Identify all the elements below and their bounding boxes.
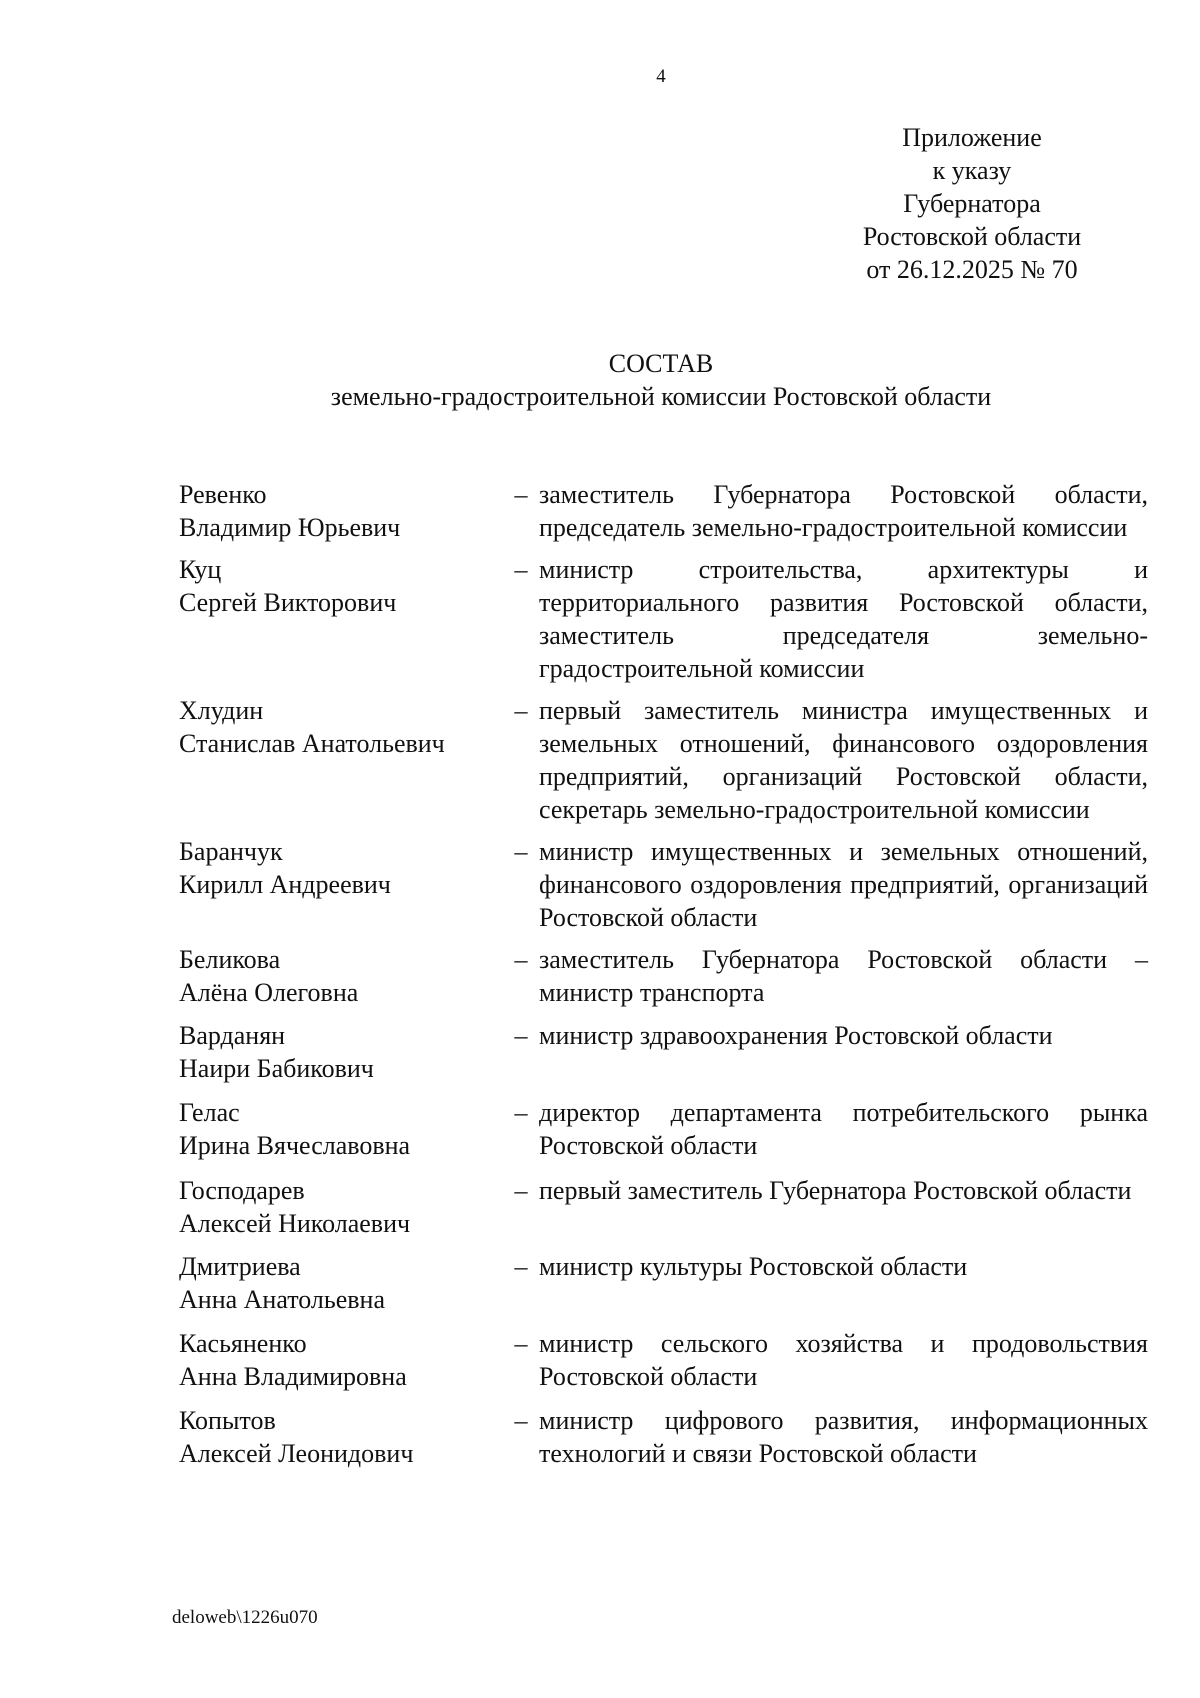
member-dash: – — [514, 480, 528, 509]
member-dash: – — [514, 1329, 528, 1358]
member-given-name: Алексей Николаевич — [179, 1209, 411, 1238]
member-row — [179, 694, 1148, 826]
member-name — [179, 478, 503, 544]
member-given-name: Владимир Юрьевич — [179, 513, 401, 542]
appendix-line: Губернатора — [903, 189, 1041, 218]
members-list — [179, 478, 1148, 1470]
member-row — [179, 1327, 1148, 1393]
member-name — [179, 1250, 503, 1316]
member-given-name: Сергей Викторович — [179, 588, 397, 617]
member-role: заместитель Губернатора Ростовской области – министр транспорта — [539, 945, 1148, 1007]
member-dash: – — [514, 1021, 528, 1050]
member-given-name: Наири Бабикович — [179, 1054, 374, 1083]
member-row — [179, 553, 1148, 685]
member-given-name: Кирилл Андреевич — [179, 870, 391, 899]
member-surname: Копытов — [179, 1406, 276, 1435]
member-name — [179, 1327, 503, 1393]
member-role: первый заместитель министра имущественных и земельных отношений, финансового оздоровления предприятий, организаций Ростовской области, секретарь земельно-градостроительной комиссии — [539, 696, 1148, 824]
member-dash: – — [514, 837, 528, 866]
member-role: министр имущественных и земельных отношений, финансового оздоровления предприятий, организаций Ростовской области — [539, 837, 1148, 932]
member-given-name: Станислав Анатольевич — [179, 729, 445, 758]
member-surname: Куц — [179, 555, 222, 584]
member-dash: – — [514, 1252, 528, 1281]
member-surname: Хлудин — [179, 696, 264, 725]
member-name — [179, 943, 503, 1009]
member-name — [179, 835, 503, 901]
member-role: министр цифрового развития, информационных технологий и связи Ростовской области — [539, 1406, 1148, 1468]
member-name — [179, 1019, 503, 1085]
member-dash: – — [514, 1406, 528, 1435]
member-row — [179, 1404, 1148, 1470]
member-role: директор департамента потребительского рынка Ростовской области — [539, 1098, 1148, 1160]
member-dash: – — [514, 555, 528, 584]
appendix-block — [846, 121, 1098, 286]
appendix-line: Ростовской области — [862, 222, 1082, 251]
appendix-line: Приложение — [902, 123, 1042, 152]
member-dash: – — [514, 1176, 528, 1205]
member-row — [179, 1096, 1148, 1162]
member-role: министр строительства, архитектуры и территориального развития Ростовской области, заместитель председателя земельно-градостроительной комиссии — [539, 555, 1148, 683]
member-row — [179, 478, 1148, 544]
member-name — [179, 553, 503, 619]
member-row — [179, 835, 1148, 934]
member-name — [179, 694, 503, 760]
member-dash: – — [514, 696, 528, 725]
member-dash: – — [514, 1098, 528, 1127]
page-number: 4 — [656, 66, 666, 87]
member-surname: Варданян — [179, 1021, 286, 1050]
title-heading: СОСТАВ — [608, 349, 714, 378]
member-role: первый заместитель Губернатора Ростовской области — [539, 1176, 1132, 1205]
member-role: министр культуры Ростовской области — [539, 1252, 968, 1281]
member-role: министр здравоохранения Ростовской области — [539, 1021, 1053, 1050]
member-role: министр сельского хозяйства и продовольствия Ростовской области — [539, 1329, 1148, 1391]
member-given-name: Алексей Леонидович — [179, 1439, 414, 1468]
member-given-name: Анна Владимировна — [179, 1362, 407, 1391]
title-subheading: земельно-градостроительной комиссии Ростовской области — [330, 382, 992, 411]
member-surname: Ревенко — [179, 480, 267, 509]
member-row — [179, 1250, 1148, 1316]
appendix-line: от 26.12.2025 № 70 — [866, 255, 1078, 284]
member-surname: Беликова — [179, 945, 281, 974]
member-surname: Касьяненко — [179, 1329, 307, 1358]
member-surname: Баранчук — [179, 837, 283, 866]
member-given-name: Алёна Олеговна — [179, 978, 359, 1007]
member-row — [179, 1019, 1148, 1085]
member-given-name: Ирина Вячеславовна — [179, 1131, 411, 1160]
document-title — [0, 347, 1200, 413]
member-name — [179, 1096, 503, 1162]
member-given-name: Анна Анатольевна — [179, 1285, 385, 1314]
appendix-line: к указу — [932, 156, 1012, 185]
member-name — [179, 1404, 503, 1470]
member-surname: Господарев — [179, 1176, 305, 1205]
member-role: заместитель Губернатора Ростовской области, председатель земельно-градостроительной комиссии — [539, 480, 1148, 542]
member-row — [179, 943, 1148, 1009]
member-name — [179, 1174, 503, 1240]
member-surname: Дмитриева — [179, 1252, 301, 1281]
member-row — [179, 1174, 1148, 1240]
footer-doc-code: deloweb\1226u070 — [172, 1607, 318, 1628]
member-surname: Гелас — [179, 1098, 240, 1127]
member-dash: – — [514, 945, 528, 974]
